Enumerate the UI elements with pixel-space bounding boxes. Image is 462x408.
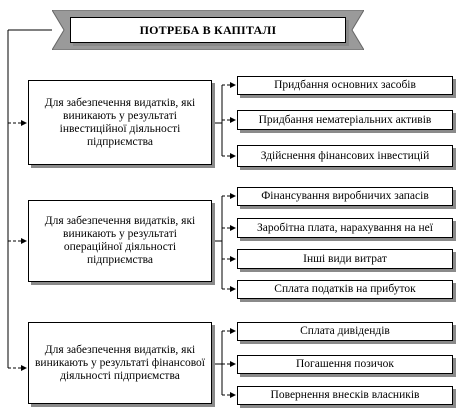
item-income-tax: Сплата податків на прибуток: [237, 280, 453, 299]
item-owner-contributions: Повернення внесків власників: [237, 386, 453, 405]
item-inventory-financing: Фінансування виробничих запасів: [237, 187, 453, 206]
group-investment-label: Для забезпечення видатків, які виникають у результаті інвестиційної діяльності підприємства: [28, 80, 212, 165]
item-intangible-assets: Придбання нематеріальних активів: [237, 110, 453, 130]
page-title: ПОТРЕБА В КАПІТАЛІ: [70, 17, 346, 43]
item-wages: Заробітна плата, нарахування на неї: [237, 218, 453, 238]
group-financial-label: Для забезпечення видатків, які виникають у результаті фінансової діяльності підприємства: [28, 322, 212, 404]
item-other-expenses: Інші види витрат: [237, 249, 453, 269]
item-loan-repayment: Погашення позичок: [237, 355, 453, 374]
item-financial-investments: Здійснення фінансових інвестицій: [237, 145, 453, 167]
group-operating-label: Для забезпечення видатків, які виникають у результаті операційної діяльності підприємства: [28, 200, 212, 282]
item-fixed-assets: Придбання основних засобів: [237, 76, 453, 95]
item-dividends: Сплата дивідендів: [237, 322, 453, 341]
title-banner: [52, 10, 364, 50]
